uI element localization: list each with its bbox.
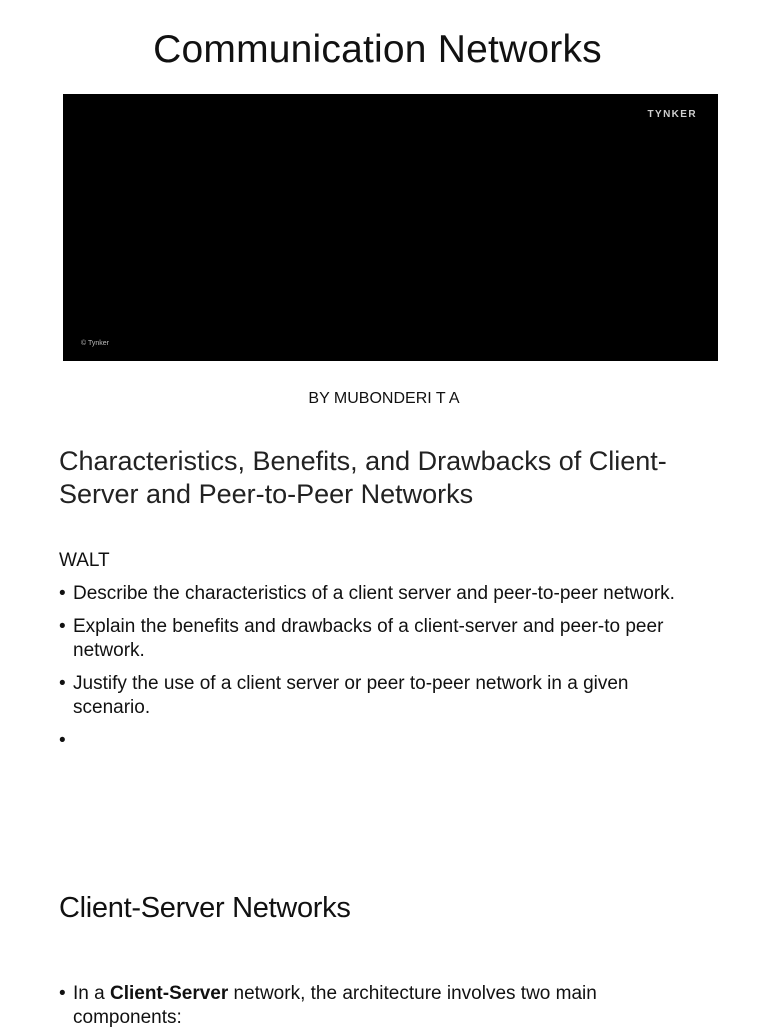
bullet-dot: • xyxy=(59,616,66,637)
bullet-dot: • xyxy=(59,583,66,604)
video-copyright: © Tynker xyxy=(81,340,109,347)
walt-item-text: Justify the use of a client server or peer to-peer network in a given scenario. xyxy=(73,673,629,718)
video-logo: TYNKER xyxy=(647,109,697,120)
walt-item xyxy=(59,582,699,606)
video-player[interactable] xyxy=(63,94,718,361)
client-server-heading: Client-Server Networks xyxy=(59,892,351,924)
walt-item-text: Explain the benefits and drawbacks of a client-server and peer-to peer network. xyxy=(73,616,664,661)
author-byline: BY MUBONDERI T A xyxy=(308,390,460,407)
client-server-item xyxy=(59,982,699,1030)
section-heading: Characteristics, Benefits, and Drawbacks of Client-Server and Peer-to-Peer Networks xyxy=(59,446,667,509)
bullet-dot: • xyxy=(59,730,66,751)
client-server-list xyxy=(59,982,699,1030)
walt-label: WALT xyxy=(59,550,110,571)
walt-item xyxy=(59,615,699,663)
walt-item xyxy=(59,672,699,720)
bullet-dot: • xyxy=(59,983,66,1004)
intro-prefix: In a xyxy=(73,983,110,1004)
walt-list xyxy=(59,582,699,751)
intro-bold: Client-Server xyxy=(109,983,229,1004)
walt-item-text: Describe the characteristics of a client server and peer-to-peer network. xyxy=(73,583,675,604)
page-title: Communication Networks xyxy=(153,28,602,71)
bullet-dot: • xyxy=(59,673,66,694)
intro-suffix: network, the architecture involves two main components: xyxy=(73,983,597,1028)
